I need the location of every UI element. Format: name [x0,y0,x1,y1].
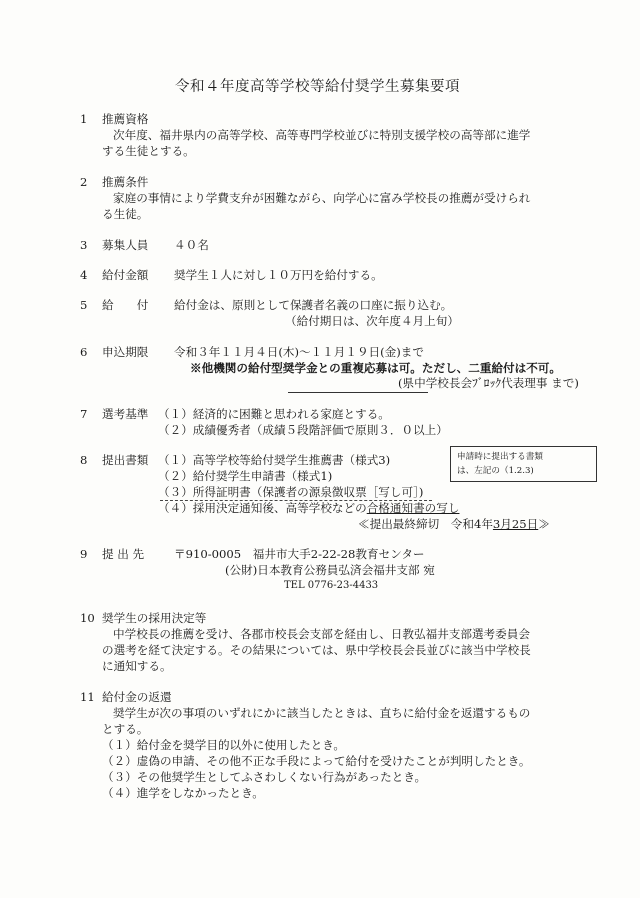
section-11-item: （２）虚偽の申請、その他不正な手段によって給付を受けたことが判明したとき。 [102,754,531,768]
section-9-address: 〒910-0005 福井市大手2-22-28教育センター [174,547,425,561]
submission-note-box [450,446,597,482]
section-10-text: に通知する。 [102,659,172,673]
section-9-number: 9 [80,547,88,561]
section-11-label: 給付金の返還 [102,690,172,704]
section-5-number: 5 [80,298,88,312]
section-7-item: （２）成績優秀者（成績５段階評価で原則３．０以上） [158,423,448,437]
section-7-label: 選考基準 [102,407,149,421]
section-11-text: とする。 [102,722,149,736]
section-3-label: 募集人員 [102,238,149,252]
deadline-suffix: ≫ [538,517,550,531]
section-2-number: 2 [80,175,88,189]
section-10-text: の選考を経て決定する。その結果については、県中学校長会長並びに該当中学校長 [102,643,531,657]
section-11-item: （３）その他奨学生としてふさわしくない行為があったとき。 [102,770,427,784]
section-8-item4-underlined: 合格通知書の写し [366,501,460,515]
section-1-text: する生徒とする。 [102,144,195,158]
section-8-item4-text: （４）採用決定通知後、高等学校などの [158,501,367,515]
section-3-value: ４０名 [174,238,209,252]
section-5-label: 給 付 [102,298,149,312]
section-8-item: （３）所得証明書（保護者の源泉徴収票［写し可］) [158,485,424,499]
document-title: 令和４年度高等学校等給付奨学生募集要項 [175,79,460,95]
section-1-number: 1 [80,112,88,126]
section-6-warning: ※他機関の給付型奨学金との重複応募は可。ただし、二重給付は不可。 [190,361,562,375]
section-7-number: 7 [80,407,88,421]
section-6-number: 6 [80,345,88,359]
section-11-text: 奨学生が次の事項のいずれにかに該当したときは、直ちに給付金を返還するもの [113,706,531,720]
section-9-organization: (公財)日本教育公務員弘済会福井支部 宛 [225,563,435,577]
section-1-text: 次年度、福井県内の高等学校、高等専門学校並びに特別支援学校の高等部に進学 [113,128,531,142]
section-4-number: 4 [80,268,88,282]
section-8-label: 提出書類 [102,453,149,467]
section-8-item [158,503,459,515]
deadline-prefix: ≪提出最終締切 令和4年 [358,517,493,531]
note-box-line: 申請時に提出する書類 [457,452,543,462]
note-box-line: は、左記の（1.2.3) [457,466,534,476]
section-6-underline [288,392,428,393]
section-10-number: 10 [80,611,95,625]
section-9-phone: TEL 0776-23-4433 [284,580,379,591]
section-8-item: （２）給付奨学生申請書（様式1) [158,469,333,483]
section-8-number: 8 [80,453,88,467]
section-10-label: 奨学生の採用決定等 [102,611,207,625]
section-8-item: （１）高等学校等給付奨学生推薦書（様式3) [158,453,391,467]
section-5-note: （給付期日は、次年度４月上旬） [285,314,459,328]
section-11-item: （４）進学をしなかったとき。 [102,786,264,800]
deadline-date: 3月25日 [492,517,539,531]
section-6-value: 令和３年１１月４日(木)～１１月１９日(金)まで [174,345,424,359]
section-2-label: 推薦条件 [102,175,149,189]
section-11-number: 11 [80,690,95,704]
section-6-label: 申込期限 [102,345,149,359]
section-3-number: 3 [80,238,88,252]
section-11-item: （１）給付金を奨学目的以外に使用したとき。 [102,738,346,752]
section-10-text: 中学校長の推薦を受け、各郡市校長会支部を経由し、日教弘福井支部選考委員会 [113,627,530,641]
section-1-label: 推薦資格 [102,112,149,126]
section-4-value: 奨学生１人に対し１０万円を給付する。 [174,268,383,282]
section-6-destination: (県中学校長会ﾌﾞﾛｯｸ代表理事 まで) [398,376,579,390]
section-5-value: 給付金は、原則として保護者名義の口座に振り込む。 [174,298,453,312]
section-2-text: 家庭の事情により学費支弁が困難ながら、向学心に富み学校長の推薦が受けられ [113,191,531,205]
section-2-text: る生徒。 [102,207,149,221]
section-8-deadline [358,519,550,531]
section-4-label: 給付金額 [102,268,149,282]
section-7-item: （１）経済的に困難と思われる家庭とする。 [158,407,390,421]
section-9-label: 提 出 先 [102,547,145,561]
